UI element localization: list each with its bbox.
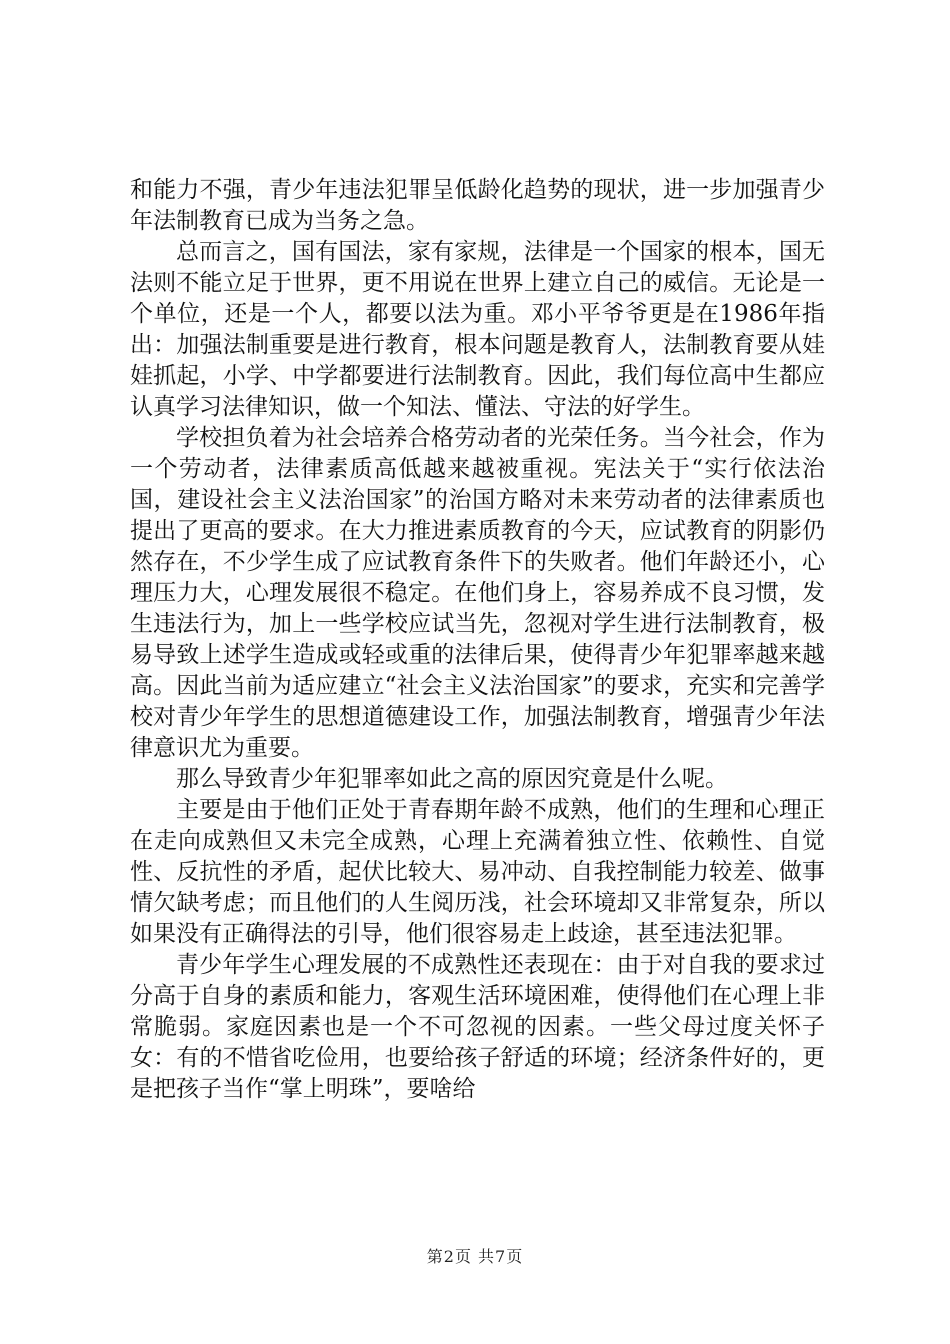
paragraph-2: 总而言之，国有国法，家有家规，法律是一个国家的根本，国无法则不能立足于世界，更不用说在世界上建立自己的威信。无论是一个单位，还是一个人，都要以法为重。邓小平爷爷更是在1986年指出：加强法制重要是进行教育，根本问题是教育人，法制教育要从娃娃抓起，小学、中学都要进行法制教育。因此，我们每位高中生都应认真学习法律知识，做一个知法、懂法、守法的好学生。 bbox=[130, 239, 825, 420]
paragraph-5: 主要是由于他们正处于青春期年龄不成熟，他们的生理和心理正在走向成熟但又未完全成熟，心理上充满着独立性、依赖性、自觉性、反抗性的矛盾，起伏比较大、易冲动、自我控制能力较差、做事情欠缺考虑；而且他们的人生阅历浅，社会环境却又非常复杂，所以如果没有正确得法的引导，他们很容易走上歧途，甚至违法犯罪。 bbox=[130, 797, 825, 947]
document-body bbox=[130, 175, 825, 1105]
paragraph-3: 学校担负着为社会培养合格劳动者的光荣任务。当今社会，作为一个劳动者，法律素质高低越来越被重视。宪法关于“实行依法治国，建设社会主义法治国家”的治国方略对未来劳动者的法律素质也提出了更高的要求。在大力推进素质教育的今天，应试教育的阴影仍然存在，不少学生成了应试教育条件下的失败者。他们年龄还小，心理压力大，心理发展很不稳定。在他们身上，容易养成不良习惯，发生违法行为，加上一些学校应试当先，忽视对学生进行法制教育，极易导致上述学生造成或轻或重的法律后果，使得青少年犯罪率越来越高。因此当前为适应建立“社会主义法治国家”的要求，充实和完善学校对青少年学生的思想道德建设工作，加强法制教育，增强青少年法律意识尤为重要。 bbox=[130, 425, 825, 761]
page-number-footer: 第2页 共7页 bbox=[426, 1247, 524, 1266]
paragraph-6: 青少年学生心理发展的不成熟性还表现在：由于对自我的要求过分高于自身的素质和能力，客观生活环境困难，使得他们在心理上非常脆弱。家庭因素也是一个不可忽视的因素。一些父母过度关怀子女：有的不惜省吃俭用，也要给孩子舒适的环境；经济条件好的，更是把孩子当作“掌上明珠”，要啥给 bbox=[130, 952, 825, 1102]
paragraph-4: 那么导致青少年犯罪率如此之高的原因究竟是什么呢。 bbox=[176, 766, 728, 792]
paragraph-1: 和能力不强，青少年违法犯罪呈低龄化趋势的现状，进一步加强青少年法制教育已成为当务之急。 bbox=[130, 177, 825, 234]
